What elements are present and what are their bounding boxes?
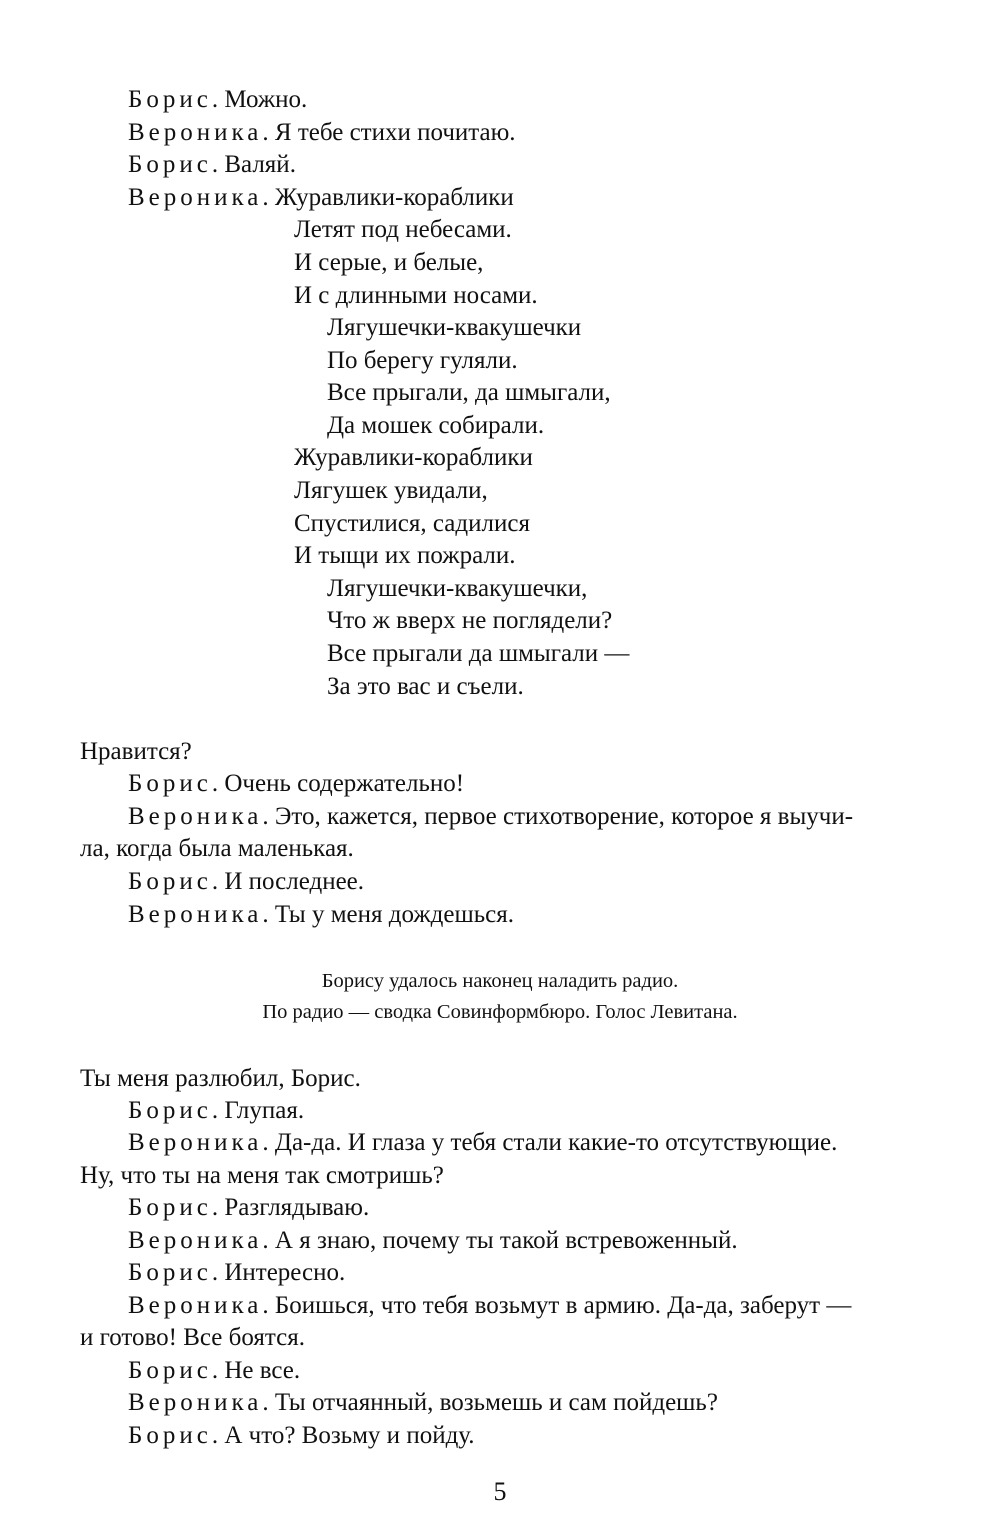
speaker-name: Борис bbox=[128, 1259, 212, 1286]
poem-line: И тыщи их пожрали. bbox=[294, 542, 516, 569]
poem-line: Спустилися, садилися bbox=[294, 510, 530, 537]
dialogue-line bbox=[128, 768, 464, 801]
speaker-name: Борис bbox=[128, 1422, 212, 1449]
line-text: . А я знаю, почему ты такой встревоженный. bbox=[262, 1227, 738, 1254]
poem-line: И серые, и белые, bbox=[294, 249, 484, 276]
dialogue-line bbox=[128, 149, 296, 182]
line-text: . Валяй. bbox=[211, 151, 296, 178]
speaker-name: Борис bbox=[128, 868, 212, 895]
line-text: . Журавлики-кораблики bbox=[262, 184, 514, 211]
line-text: . А что? Возьму и пойду. bbox=[211, 1422, 475, 1449]
line-text: . Ты отчаянный, возьмешь и сам пойдешь? bbox=[262, 1389, 718, 1416]
speaker-name: Вероника bbox=[128, 119, 263, 146]
speaker-name: Борис bbox=[128, 770, 212, 797]
continuation-line: ла, когда была маленькая. bbox=[80, 835, 354, 862]
speaker-name: Вероника bbox=[128, 1292, 263, 1319]
continuation-line: Ты меня разлюбил, Борис. bbox=[80, 1065, 361, 1092]
line-text: . Разглядываю. bbox=[211, 1194, 370, 1221]
stage-direction-line: По радио — сводка Совинформбюро. Голос Левитана. bbox=[262, 1001, 738, 1023]
line-text: . Ты у меня дождешься. bbox=[262, 901, 514, 928]
line-text: . Да-да. И глаза у тебя стали какие-то отсутствующие. bbox=[262, 1129, 838, 1156]
poem-line: Лягушек увидали, bbox=[294, 477, 488, 504]
dialogue-line bbox=[128, 801, 853, 834]
poem-line: Да мошек собирали. bbox=[327, 412, 545, 439]
dialogue-line bbox=[128, 1355, 300, 1388]
line-text: . И последнее. bbox=[211, 868, 365, 895]
dialogue-line bbox=[128, 1225, 738, 1258]
speaker-name: Вероника bbox=[128, 184, 263, 211]
poem-line: Летят под небесами. bbox=[294, 216, 512, 243]
speaker-name: Вероника bbox=[128, 1389, 263, 1416]
continuation-line: Ну, что ты на меня так смотришь? bbox=[80, 1162, 444, 1189]
poem-line: Что ж вверх не поглядели? bbox=[327, 607, 613, 634]
speaker-name: Вероника bbox=[128, 803, 263, 830]
poem-line: Все прыгали, да шмыгали, bbox=[327, 379, 611, 406]
speaker-name: Вероника bbox=[128, 1129, 263, 1156]
line-text: . Не все. bbox=[211, 1357, 301, 1384]
dialogue-line bbox=[128, 182, 514, 215]
line-text: . Можно. bbox=[211, 86, 308, 113]
line-text: . Я тебе стихи почитаю. bbox=[262, 119, 516, 146]
dialogue-line bbox=[128, 1387, 718, 1420]
dialogue-line bbox=[128, 84, 307, 117]
line-text: . Очень содержательно! bbox=[211, 770, 465, 797]
page-number: 5 bbox=[493, 1477, 507, 1506]
dialogue-line bbox=[128, 1095, 304, 1128]
stage-direction-line: Борису удалось наконец наладить радио. bbox=[321, 970, 679, 992]
poem-line: И с длинными носами. bbox=[294, 282, 538, 309]
speaker-name: Борис bbox=[128, 1357, 212, 1384]
dialogue-line bbox=[128, 1420, 475, 1453]
speaker-name: Борис bbox=[128, 1097, 212, 1124]
continuation-line: Нравится? bbox=[80, 738, 192, 765]
dialogue-line bbox=[128, 866, 364, 899]
line-text: . Это, кажется, первое стихотворение, которое я выучи- bbox=[262, 803, 854, 830]
line-text: . Глупая. bbox=[211, 1097, 305, 1124]
dialogue-line bbox=[128, 117, 516, 150]
speaker-name: Вероника bbox=[128, 901, 263, 928]
speaker-name: Борис bbox=[128, 1194, 212, 1221]
line-text: . Боишься, что тебя возьмут в армию. Да-да, заберут — bbox=[262, 1292, 852, 1319]
dialogue-line bbox=[128, 1257, 345, 1290]
poem-line: Лягушечки-квакушечки, bbox=[327, 575, 588, 602]
speaker-name: Борис bbox=[128, 86, 212, 113]
dialogue-line bbox=[128, 1290, 851, 1323]
poem-line: Все прыгали да шмыгали — bbox=[327, 640, 630, 667]
dialogue-line bbox=[128, 1127, 837, 1160]
continuation-line: и готово! Все боятся. bbox=[80, 1324, 305, 1351]
dialogue-line bbox=[128, 899, 514, 932]
speaker-name: Борис bbox=[128, 151, 212, 178]
line-text: . Интересно. bbox=[211, 1259, 346, 1286]
dialogue-line bbox=[128, 1192, 369, 1225]
poem-line: За это вас и съели. bbox=[327, 673, 524, 700]
speaker-name: Вероника bbox=[128, 1227, 263, 1254]
poem-line: Журавлики-кораблики bbox=[294, 444, 533, 471]
poem-line: Лягушечки-квакушечки bbox=[327, 314, 582, 341]
poem-line: По берегу гуляли. bbox=[327, 347, 518, 374]
